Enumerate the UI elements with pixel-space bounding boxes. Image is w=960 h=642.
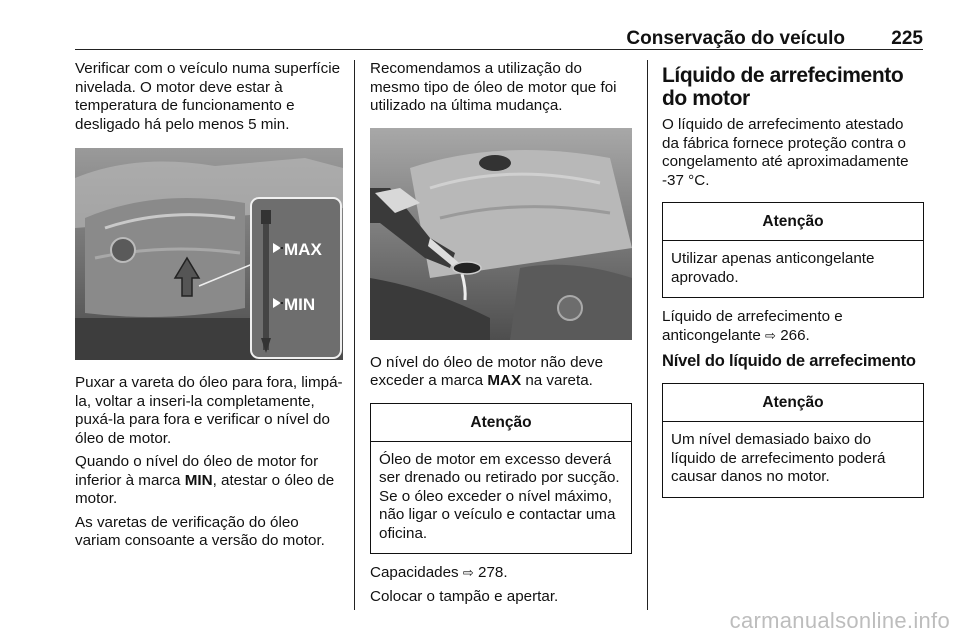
- dipstick-figure: [75, 148, 343, 360]
- oil-filling-illustration: [370, 128, 632, 340]
- max-mark-label: MAX: [284, 240, 322, 259]
- page-ref-arrow-icon: ⇨: [765, 327, 776, 343]
- warning-title: Atenção: [663, 384, 923, 422]
- header-rule: [75, 49, 923, 50]
- column-2: [370, 60, 632, 611]
- page-number: 225: [891, 28, 923, 49]
- warning-box-excess-oil: [370, 403, 632, 555]
- warning-box-antifreeze: [662, 202, 924, 298]
- paragraph-max-mark: O nível do óleo de motor não deve exceder a marca MAX na vareta.: [370, 353, 604, 389]
- paragraph-min-level: Quando o nível do óleo de motor for inferior à marca MIN, atestar o óleo de motor.: [75, 453, 335, 507]
- paragraph-coolant-protection: O líquido de arrefecimento atestado da fábrica fornece proteção contra o congelamento até aproximadamente -37 °C.: [662, 116, 909, 189]
- coolant-level-subheading: Nível do líquido de arrefecimento: [662, 352, 916, 370]
- paragraph-cap-tighten: Colocar o tampão e apertar.: [370, 587, 559, 605]
- warning-body: Óleo de motor em excesso deverá ser drenado ou retirado por sucção. Se o óleo exceder o nível máximo, não ligar o veículo e contactar uma oficina.: [379, 450, 620, 542]
- engine-dipstick-illustration: [75, 148, 343, 360]
- coolant-heading: Líquido de arrefecimento do motor: [662, 64, 904, 110]
- coolant-reference: Líquido de arrefecimento e anticongelante ⇨ 266.: [662, 308, 843, 344]
- paragraph-oil-recommendation: Recomendamos a utilização do mesmo tipo de óleo de motor que foi utilizado na última mudança.: [370, 60, 617, 114]
- min-mark-label: MIN: [284, 295, 316, 314]
- page-header: [75, 28, 923, 50]
- watermark: carmanualsonline.info: [729, 608, 950, 633]
- column-1: [75, 60, 343, 556]
- warning-box-low-coolant: [662, 383, 924, 498]
- column-divider-1: [354, 60, 355, 610]
- capacities-reference: Capacidades ⇨ 278.: [370, 564, 508, 581]
- column-3: [662, 64, 924, 508]
- section-title: Conservação do veículo: [626, 28, 845, 49]
- page-ref-arrow-icon: ⇨: [462, 565, 474, 580]
- warning-body: Um nível demasiado baixo do líquido de arrefecimento poderá causar danos no motor.: [671, 431, 886, 485]
- warning-title: Atenção: [371, 404, 631, 442]
- warning-body: Utilizar apenas anticongelante aprovado.: [671, 250, 875, 286]
- warning-title: Atenção: [663, 203, 923, 241]
- paragraph-pull-dipstick: Puxar a vareta do óleo para fora, limpá-la, voltar a inseri-la completamente, puxá-la para fora e verificar o nível do óleo de motor.: [75, 374, 343, 447]
- paragraph-dipstick-variants: As varetas de verificação do óleo variam consoante a versão do motor.: [75, 513, 325, 549]
- oil-filling-figure: [370, 128, 632, 340]
- paragraph-check-level: Verificar com o veículo numa superfície nivelada. O motor deve estar à temperatura de funcionamento e desligado há pelo menos 5 min.: [75, 60, 341, 133]
- column-divider-2: [647, 60, 648, 610]
